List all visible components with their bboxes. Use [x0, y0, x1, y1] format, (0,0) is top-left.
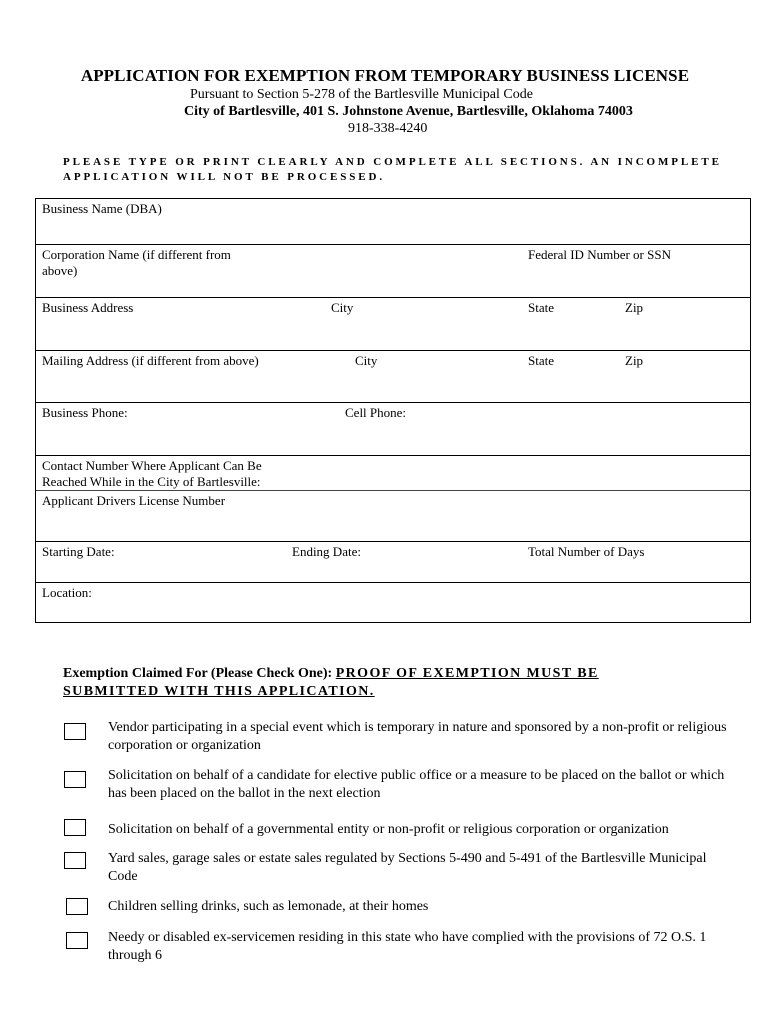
federal-id-field[interactable]: Federal ID Number or SSN	[528, 247, 671, 262]
corporation-name-label-2: above)	[42, 263, 78, 278]
exemption-option-ex-servicemen: Needy or disabled ex-servicemen residing in this state who have complied with the provisions of 72 O.S. 1 through 6	[108, 930, 707, 963]
exemption-checkbox-yard-sales[interactable]	[64, 852, 86, 869]
business-state-field[interactable]: State	[528, 300, 554, 315]
business-city-field[interactable]: City	[331, 300, 354, 315]
cell-phone-field[interactable]: Cell Phone:	[345, 405, 407, 420]
contact-number-label-2: Reached While in the City of Bartlesville:	[42, 474, 261, 489]
business-name-field[interactable]: Business Name (DBA)	[42, 201, 162, 216]
starting-date-field[interactable]: Starting Date:	[42, 544, 115, 559]
row-divider	[36, 582, 750, 583]
exemption-option-special-event: Vendor participating in a special event which is temporary in nature and sponsored by a non-profit or religious corporation or organization	[108, 720, 727, 753]
city-address: City of Bartlesville, 401 S. Johnstone Avenue, Bartlesville, Oklahoma 74003	[184, 104, 633, 119]
corporation-name-label-1: Corporation Name (if different from	[42, 247, 231, 262]
row-divider	[36, 350, 750, 351]
mailing-zip-field[interactable]: Zip	[625, 353, 644, 368]
exemption-heading	[63, 666, 599, 682]
business-phone-field[interactable]: Business Phone:	[42, 405, 128, 420]
exemption-option-candidate: Solicitation on behalf of a candidate for elective public office or a measure to be placed on the ballot or which has been placed on the ballot in the next election	[108, 768, 725, 801]
row-divider	[36, 490, 750, 491]
row-divider	[36, 541, 750, 542]
exemption-checkbox-special-event[interactable]	[64, 723, 86, 740]
row-divider	[36, 297, 750, 298]
city-phone: 918-338-4240	[348, 121, 428, 136]
contact-number-label-1: Contact Number Where Applicant Can Be	[42, 458, 262, 473]
exemption-checkbox-candidate[interactable]	[64, 771, 86, 788]
row-divider	[36, 455, 750, 456]
exemption-checkbox-governmental[interactable]	[64, 819, 86, 836]
exemption-option-children-drinks: Children selling drinks, such as lemonade, at their homes	[108, 899, 429, 914]
business-address-field[interactable]: Business Address	[42, 300, 134, 315]
exemption-checkbox-ex-servicemen[interactable]	[66, 932, 88, 949]
ending-date-field[interactable]: Ending Date:	[292, 544, 361, 559]
notice-line-2: APPLICATION WILL NOT BE PROCESSED.	[63, 171, 386, 183]
location-field[interactable]: Location:	[42, 585, 92, 600]
mailing-city-field[interactable]: City	[355, 353, 378, 368]
drivers-license-field[interactable]: Applicant Drivers License Number	[42, 493, 226, 508]
exemption-heading-text: Exemption Claimed For (Please Check One):	[63, 666, 333, 681]
notice-line-1: PLEASE TYPE OR PRINT CLEARLY AND COMPLETE ALL SECTIONS. AN INCOMPLETE	[63, 156, 722, 168]
exemption-option-governmental: Solicitation on behalf of a governmental entity or non-profit or religious corporation or organization	[108, 822, 669, 837]
exemption-checkbox-children-drinks[interactable]	[66, 898, 88, 915]
row-divider	[36, 402, 750, 403]
business-zip-field[interactable]: Zip	[625, 300, 644, 315]
exemption-option-yard-sales: Yard sales, garage sales or estate sales regulated by Sections 5-490 and 5-491 of the Bartlesville Municipal Code	[108, 851, 707, 884]
proof-notice-2: SUBMITTED WITH THIS APPLICATION.	[63, 684, 375, 699]
page-title: APPLICATION FOR EXEMPTION FROM TEMPORARY BUSINESS LICENSE	[80, 66, 690, 85]
proof-notice-1: PROOF OF EXEMPTION MUST BE	[335, 666, 599, 681]
corporation-name-field[interactable]	[42, 247, 231, 279]
row-divider	[36, 244, 750, 245]
total-days-field[interactable]: Total Number of Days	[528, 544, 645, 559]
pursuant-line: Pursuant to Section 5-278 of the Bartlesville Municipal Code	[190, 87, 533, 102]
mailing-address-field[interactable]: Mailing Address (if different from above)	[42, 353, 259, 368]
contact-number-field[interactable]	[42, 458, 262, 490]
mailing-state-field[interactable]: State	[528, 353, 554, 368]
